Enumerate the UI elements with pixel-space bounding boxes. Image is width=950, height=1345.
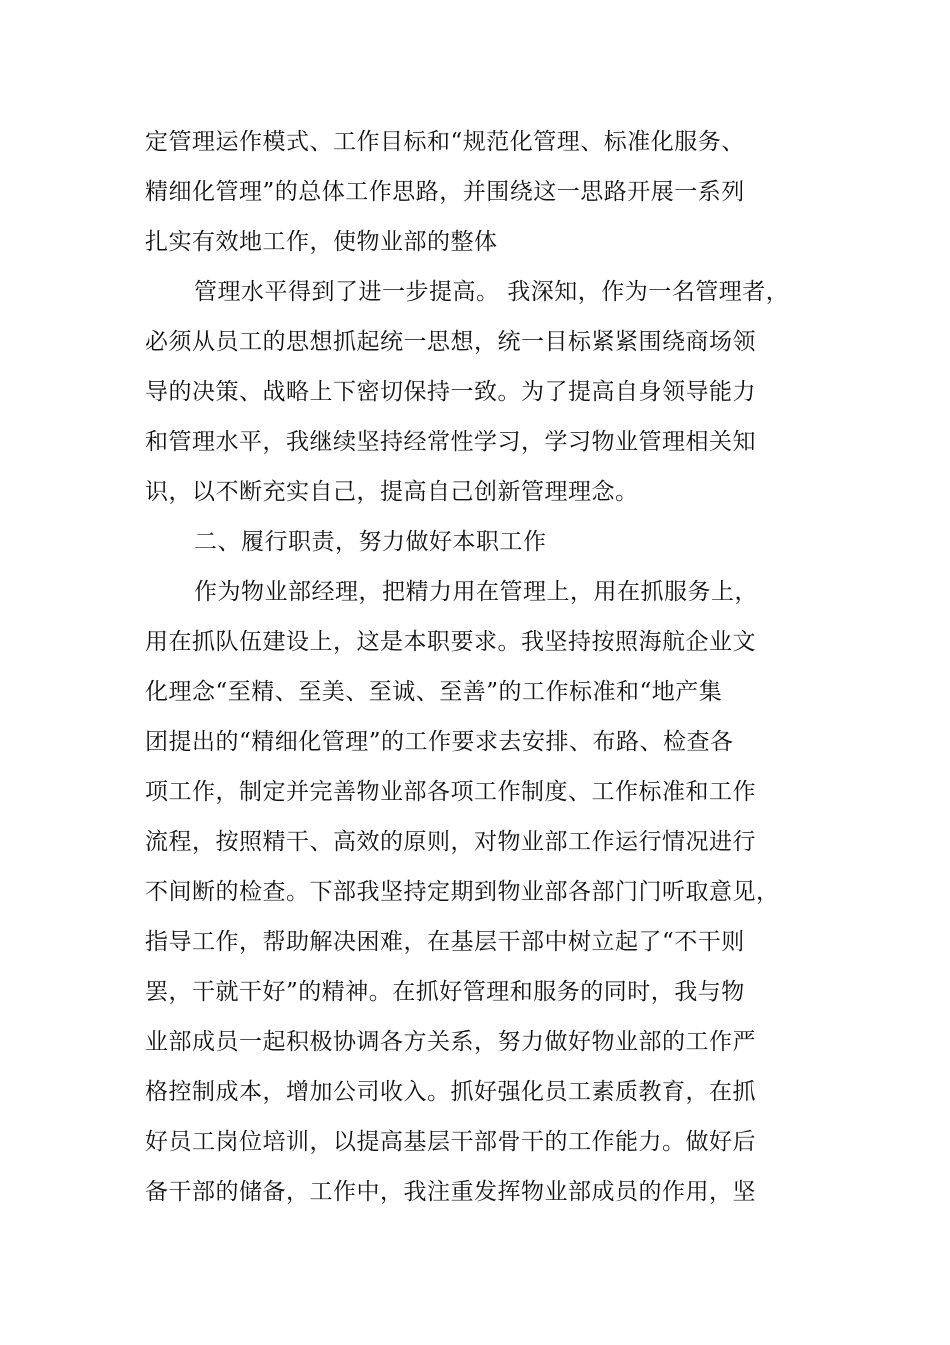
text-line-2: 精细化管理”的总体工作思路，并围绕这一思路开展一系列 <box>145 179 745 205</box>
text-line-20: 格控制成本，增加公司收入。抓好强化员工素质教育，在抓 <box>145 1079 756 1105</box>
text-line-18: 罢，干就干好”的精神。在抓好管理和服务的同时，我与物 <box>145 979 745 1005</box>
text-line-7: 和管理水平，我继续坚持经常性学习，学习物业管理相关知 <box>145 429 756 455</box>
text-line-19: 业部成员一起积极协调各方关系，努力做好物业部的工作严 <box>145 1029 756 1055</box>
text-line-13: 团提出的“精细化管理”的工作要求去安排、布路、检查各 <box>145 729 734 755</box>
text-line-11: 用在抓队伍建设上，这是本职要求。我坚持按照海航企业文 <box>145 629 756 655</box>
text-line-8: 识，以不断充实自己，提高自己创新管理理念。 <box>145 479 639 505</box>
text-line-10: 作为物业部经理，把精力用在管理上，用在抓服务上， <box>194 579 758 605</box>
text-line-16: 不间断的检查。下部我坚持定期到物业部各部门门听取意见， <box>145 879 780 905</box>
text-line-21: 好员工岗位培训，以提高基层干部骨干的工作能力。做好后 <box>145 1129 756 1155</box>
text-line-15: 流程，按照精干、高效的原则，对物业部工作运行情况进行 <box>145 829 756 855</box>
text-line-14: 项工作，制定并完善物业部各项工作制度、工作标准和工作 <box>145 779 756 805</box>
text-line-5: 必须从员工的思想抓起统一思想，统一目标紧紧围绕商场领 <box>145 329 756 355</box>
text-line-3: 扎实有效地工作，使物业部的整体 <box>145 229 498 255</box>
text-line-12: 化理念“至精、至美、至诚、至善”的工作标准和“地产集 <box>145 679 723 705</box>
text-line-6: 导的决策、战略上下密切保持一致。为了提高自身领导能力 <box>145 379 756 405</box>
text-line-4: 管理水平得到了进一步提高。 我深知，作为一名管理者， <box>194 279 790 305</box>
section-heading: 二、履行职责，努力做好本职工作 <box>194 529 547 555</box>
text-line-17: 指导工作，帮助解决困难，在基层干部中树立起了“不干则 <box>145 929 745 955</box>
text-line-22: 备干部的储备，工作中，我注重发挥物业部成员的作用，坚 <box>145 1179 756 1205</box>
text-line-1: 定管理运作模式、工作目标和“规范化管理、标准化服务、 <box>145 129 745 155</box>
